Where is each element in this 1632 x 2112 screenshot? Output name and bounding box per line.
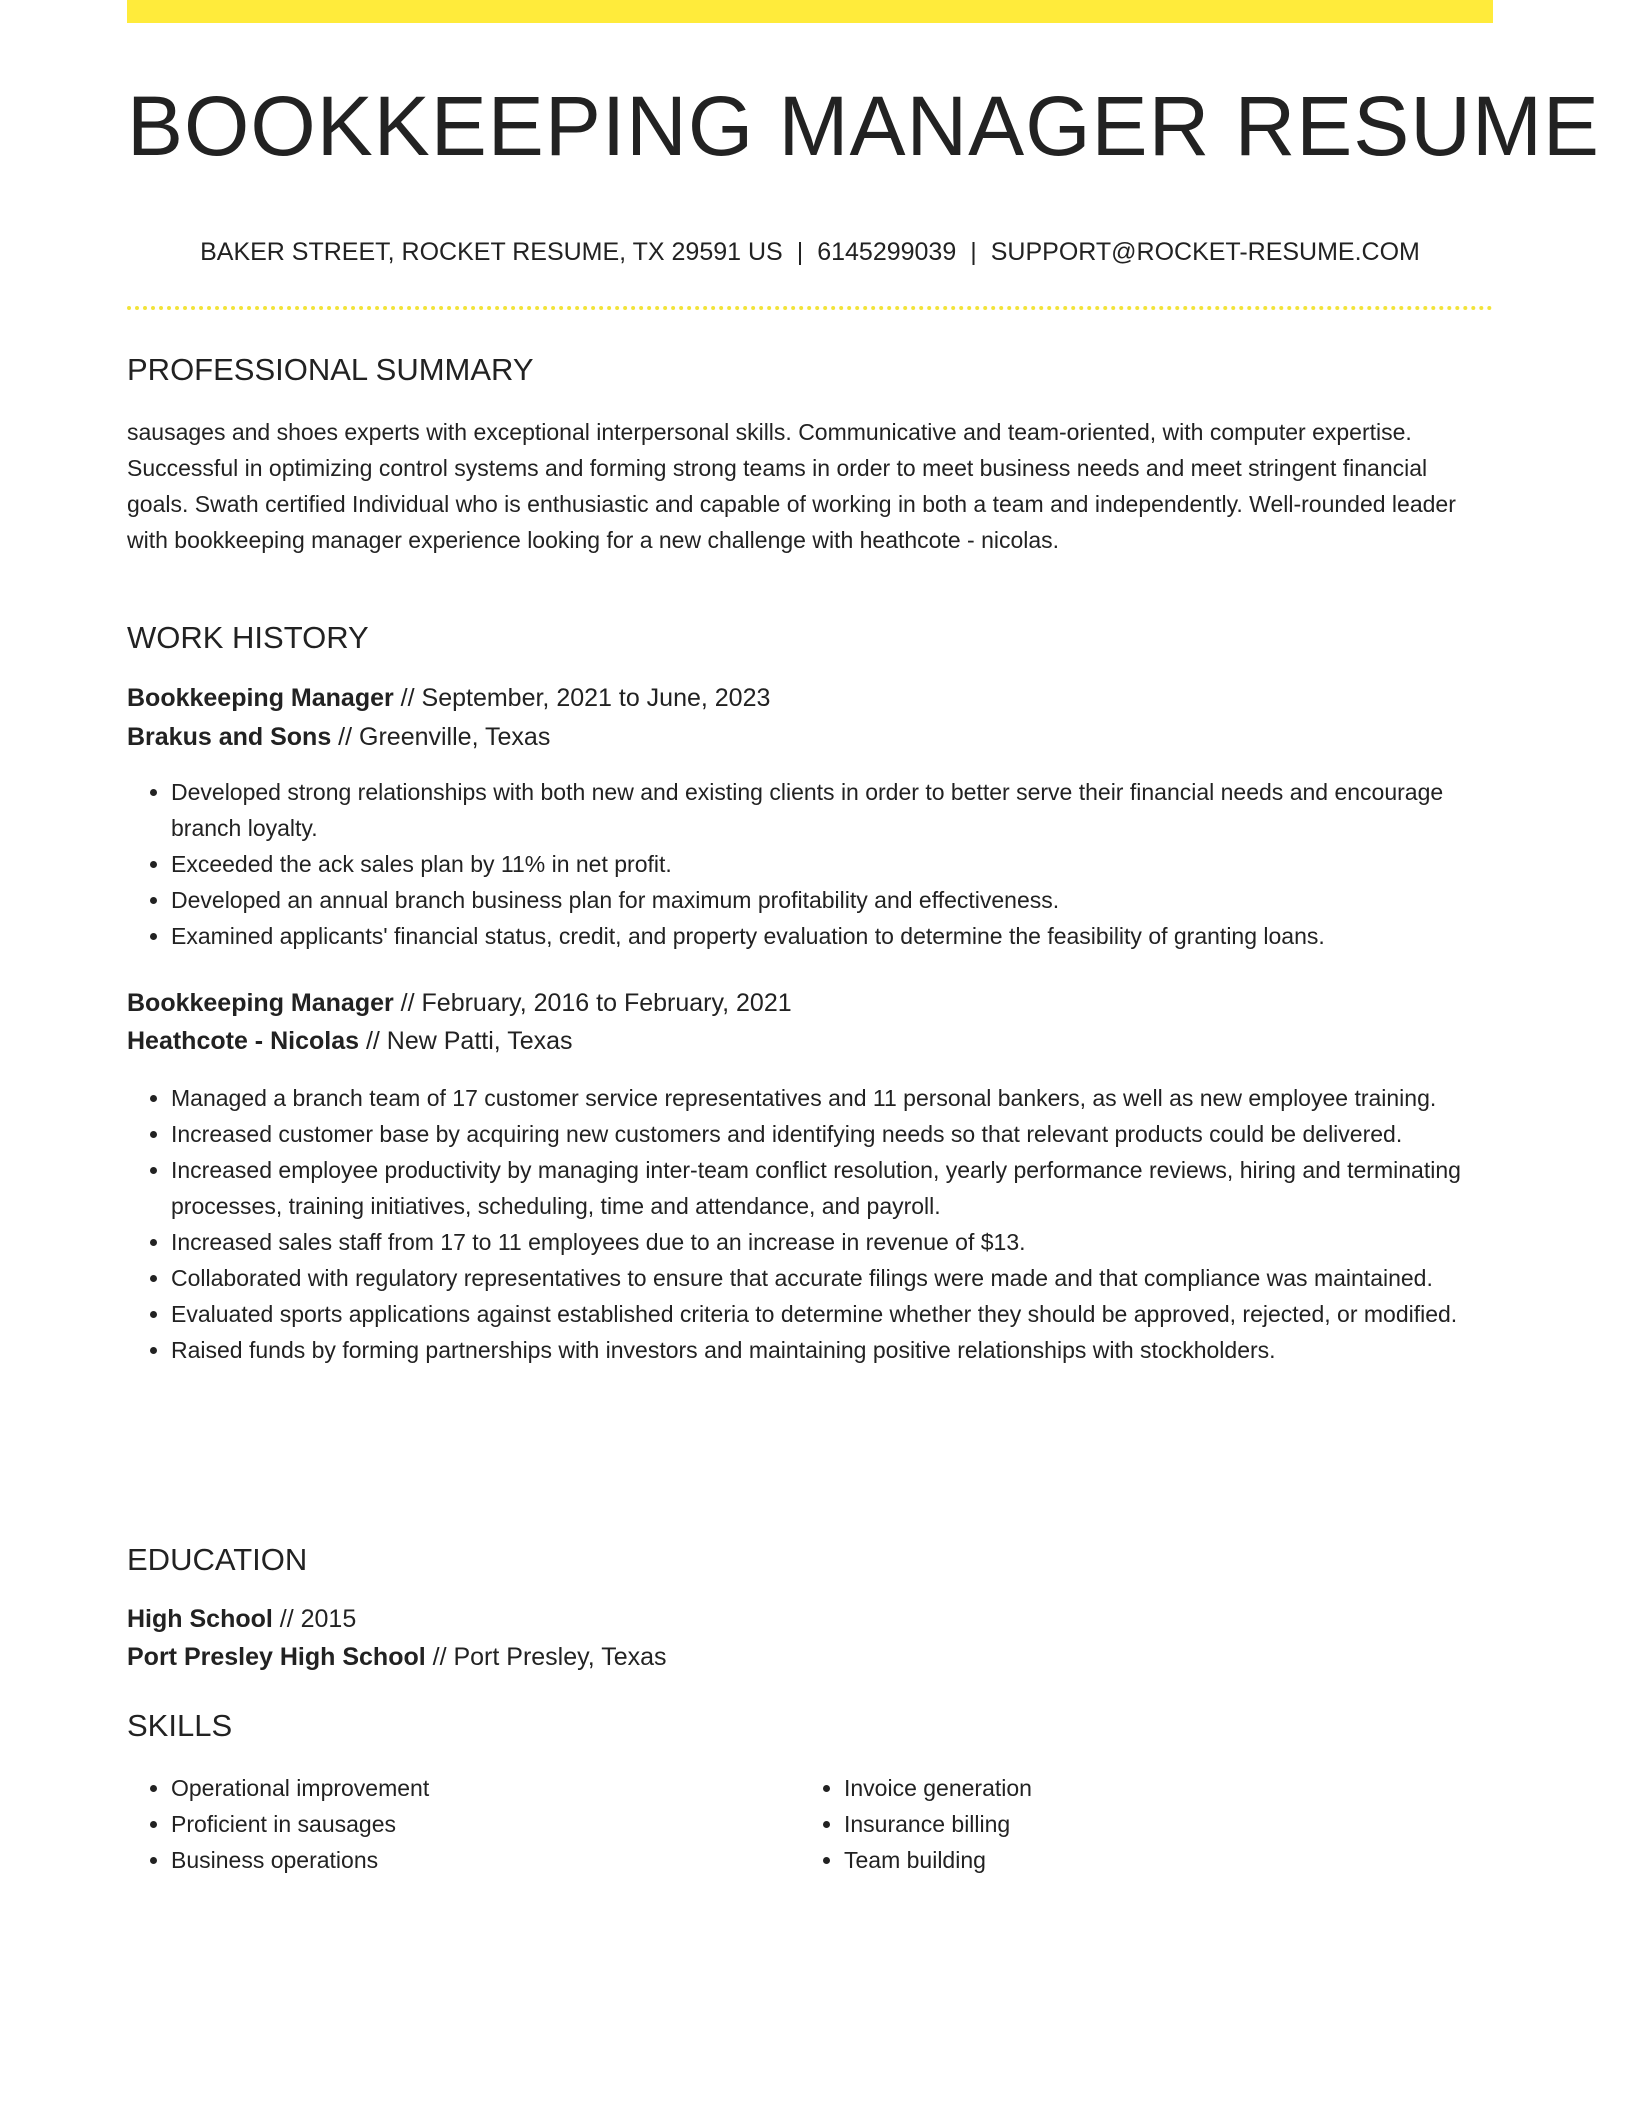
- list-item: • Developed strong relationships with both new and existing clients in order to better serve their financial needs and encourage branch loyalty.: [171, 774, 1493, 846]
- list-item: • Business operations: [171, 1842, 727, 1878]
- job-1-title: Bookkeeping Manager: [127, 684, 394, 712]
- list-item: • Examined applicants' financial status, credit, and property evaluation to determine the feasibility of granting loans.: [171, 918, 1493, 954]
- list-item: • Operational improvement: [171, 1770, 727, 1806]
- list-item: • Proficient in sausages: [171, 1806, 727, 1842]
- job-1-location: // Greenville, Texas: [331, 723, 551, 751]
- list-item: • Evaluated sports applications against established criteria to determine whether they should be approved, rejected, or modified.: [171, 1296, 1493, 1332]
- list-item: • Collaborated with regulatory representatives to ensure that accurate filings were made and that compliance was maintained.: [171, 1260, 1493, 1296]
- job-1-title-line: [127, 684, 770, 713]
- job-1-dates: // September, 2021 to June, 2023: [393, 684, 771, 712]
- list-item: • Increased customer base by acquiring new customers and identifying needs so that relevant products could be delivered.: [171, 1116, 1493, 1152]
- job-1-bullets: [127, 774, 1493, 954]
- contact-email: SUPPORT@ROCKET-RESUME.COM: [990, 238, 1420, 266]
- job-2-company-line: [127, 1027, 573, 1056]
- skills-list-right: [800, 1770, 1400, 1878]
- job-1-company: Brakus and Sons: [127, 723, 332, 751]
- list-item: • Insurance billing: [844, 1806, 1400, 1842]
- list-item: • Increased sales staff from 17 to 11 employees due to an increase in revenue of $13.: [171, 1224, 1493, 1260]
- skills-list-left: [127, 1770, 727, 1878]
- list-item: • Team building: [844, 1842, 1400, 1878]
- work-history-heading: WORK HISTORY: [127, 620, 369, 655]
- list-item: • Developed an annual branch business plan for maximum profitability and effectiveness.: [171, 882, 1493, 918]
- dotted-divider: [127, 306, 1493, 310]
- education-location: // Port Presley, Texas: [425, 1643, 667, 1671]
- education-degree: High School: [127, 1605, 273, 1633]
- list-item: • Exceeded the ack sales plan by 11% in net profit.: [171, 846, 1493, 882]
- job-2-dates: // February, 2016 to February, 2021: [393, 989, 792, 1017]
- contact-address: BAKER STREET, ROCKET RESUME, TX 29591 US: [200, 238, 783, 266]
- list-item: • Invoice generation: [844, 1770, 1400, 1806]
- skills-heading: SKILLS: [127, 1708, 233, 1743]
- list-item: • Raised funds by forming partnerships with investors and maintaining positive relationships with stockholders.: [171, 1332, 1493, 1368]
- list-item: • Increased employee productivity by managing inter-team conflict resolution, yearly performance reviews, hiring and terminating processes, training initiatives, scheduling, time and attendance, and payroll.: [171, 1152, 1493, 1224]
- summary-text: sausages and shoes experts with exceptional interpersonal skills. Communicative and team-oriented, with computer expertise. Successful in optimizing control systems and forming strong teams in order to meet business needs and meet stringent financial goals. Swath certified Individual who is enthusiastic and capable of working in both a team and independently. Well-rounded leader with bookkeeping manager experience looking for a new challenge with heathcote - nicolas.: [127, 419, 1456, 553]
- summary-heading: PROFESSIONAL SUMMARY: [127, 352, 534, 387]
- job-2-bullets: [127, 1080, 1493, 1368]
- contact-line: [127, 238, 1493, 267]
- education-degree-line: [127, 1605, 356, 1634]
- job-2-title-line: [127, 989, 792, 1018]
- accent-top-bar: [127, 0, 1493, 23]
- job-2-company: Heathcote - Nicolas: [127, 1027, 360, 1055]
- education-heading: EDUCATION: [127, 1542, 308, 1577]
- education-year: // 2015: [272, 1605, 357, 1633]
- education-school-line: [127, 1643, 667, 1672]
- contact-separator: |: [796, 238, 804, 266]
- job-1-company-line: [127, 723, 550, 752]
- resume-title: BOOKKEEPING MANAGER RESUME: [127, 79, 1600, 173]
- list-item: • Managed a branch team of 17 customer service representatives and 11 personal bankers, as well as new employee training.: [171, 1080, 1493, 1116]
- contact-phone: 6145299039: [817, 238, 957, 266]
- contact-separator: |: [970, 238, 977, 266]
- education-school: Port Presley High School: [127, 1643, 426, 1671]
- job-2-title: Bookkeeping Manager: [127, 989, 394, 1017]
- job-2-location: // New Patti, Texas: [359, 1027, 573, 1055]
